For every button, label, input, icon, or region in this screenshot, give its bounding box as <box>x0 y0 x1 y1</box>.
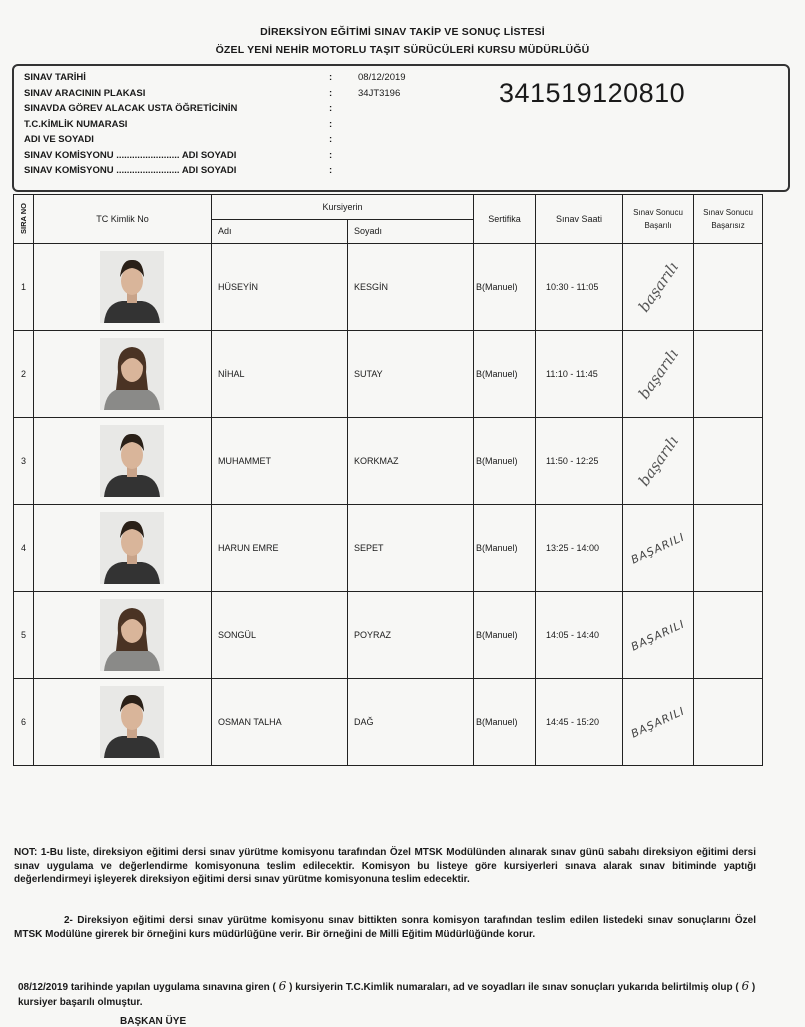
student-first-name: HÜSEYİN <box>212 244 348 331</box>
info-colon: : <box>329 165 333 176</box>
student-photo <box>100 338 164 410</box>
table-row <box>14 331 763 418</box>
result-passed-cell <box>623 331 694 418</box>
table-row <box>14 679 763 766</box>
result-passed-cell <box>623 505 694 592</box>
row-number: 2 <box>14 331 34 418</box>
info-colon: : <box>329 87 333 99</box>
student-first-name: NİHAL <box>212 331 348 418</box>
table-row <box>14 592 763 679</box>
result-failed-cell <box>694 331 763 418</box>
row-number: 6 <box>14 679 34 766</box>
handwritten-result: başarılı <box>634 432 682 490</box>
header-sira-no: SIRA NO <box>14 195 34 244</box>
row-number: 1 <box>14 244 34 331</box>
note-paragraph-1: NOT: 1-Bu liste, direksiyon eğitimi dersi sınav yürütme komisyonu tarafından Özel MTSK Modülünden alınarak sınav günü sabahı direksiyon eğitimi dersi sınav uygulama ve değerlendirme komisyonuna teslim edilecektir. Komisyon bu listeye göre kursiyerleri sınava alarak sınav bitiminde yaptığı değerlendirmeyi işleyerek direksiyon eğitimi dersi sınav yürütme komisyonuna teslim edecektir. <box>14 847 756 885</box>
handwritten-result: BAŞARILI <box>629 616 687 654</box>
handwritten-result: BAŞARILI <box>629 529 687 567</box>
footer-text-3: ) kursiyer başarılı olmuştur. <box>18 982 756 1008</box>
student-last-name: DAĞ <box>348 679 474 766</box>
exam-time: 11:50 - 12:25 <box>536 418 623 505</box>
info-colon: : <box>329 103 333 114</box>
certificate-class: B(Manuel) <box>474 418 536 505</box>
signature-titles: BAŞKAN ÜYE <box>120 1016 187 1027</box>
photo-cell <box>34 592 212 679</box>
info-label: ADI VE SOYADI <box>24 134 94 145</box>
student-first-name: OSMAN TALHA <box>212 679 348 766</box>
result-passed-cell <box>623 244 694 331</box>
result-failed-cell <box>694 418 763 505</box>
table-row <box>14 244 763 331</box>
student-last-name: SEPET <box>348 505 474 592</box>
result-passed-cell <box>623 592 694 679</box>
exam-time: 11:10 - 11:45 <box>536 331 623 418</box>
result-failed-cell <box>694 505 763 592</box>
info-label: SINAV TARİHİ <box>24 72 86 83</box>
certificate-class: B(Manuel) <box>474 244 536 331</box>
info-value: 34JT3196 <box>358 87 401 99</box>
row-number: 4 <box>14 505 34 592</box>
student-first-name: SONGÜL <box>212 592 348 679</box>
exam-time: 14:05 - 14:40 <box>536 592 623 679</box>
header-sertifika: Sertifika <box>474 195 536 244</box>
header-soyadi: Soyadı <box>348 219 474 244</box>
student-photo <box>100 686 164 758</box>
exam-time: 14:45 - 15:20 <box>536 679 623 766</box>
table-row <box>14 418 763 505</box>
handwritten-result: başarılı <box>634 258 682 316</box>
exam-results-table <box>13 194 763 766</box>
exam-time: 10:30 - 11:05 <box>536 244 623 331</box>
certificate-class: B(Manuel) <box>474 505 536 592</box>
student-photo <box>100 512 164 584</box>
info-colon: : <box>329 149 333 161</box>
header-sinav-saati: Sınav Saati <box>536 195 623 244</box>
header-adi: Adı <box>212 219 348 244</box>
info-colon: : <box>329 118 333 130</box>
student-first-name: HARUN EMRE <box>212 505 348 592</box>
info-label: SINAV KOMİSYONU ........................ ADI SOYADI <box>24 165 237 176</box>
header-tc-kimlik: TC Kimlik No <box>34 195 212 244</box>
student-photo <box>100 251 164 323</box>
table-row <box>14 505 763 592</box>
exam-id-number: 341519120810 <box>499 78 686 108</box>
student-last-name: SUTAY <box>348 331 474 418</box>
result-passed-cell <box>623 679 694 766</box>
result-failed-cell <box>694 244 763 331</box>
info-label: SINAV KOMİSYONU ........................ ADI SOYADI <box>24 149 237 161</box>
footer-statement <box>18 979 758 1010</box>
footer-text-1: 08/12/2019 tarihinde yapılan uygulama sınavına giren ( <box>18 982 276 993</box>
student-last-name: KESGİN <box>348 244 474 331</box>
result-failed-cell <box>694 592 763 679</box>
info-label: SINAV ARACININ PLAKASI <box>24 87 146 99</box>
result-passed-cell <box>623 418 694 505</box>
info-label: T.C.KİMLİK NUMARASI <box>24 118 128 130</box>
handwritten-result: BAŞARILI <box>629 703 687 741</box>
row-number: 5 <box>14 592 34 679</box>
photo-cell <box>34 244 212 331</box>
student-last-name: POYRAZ <box>348 592 474 679</box>
info-colon: : <box>329 134 333 145</box>
institution-title: ÖZEL YENİ NEHİR MOTORLU TAŞIT SÜRÜCÜLERİ KURSU MÜDÜRLÜĞÜ <box>215 44 590 56</box>
footer-text-2: ) kursiyerin T.C.Kimlik numaraları, ad ve soyadları ile sınav sonuçları yukarıda belirtilmiş olup ( <box>289 982 739 993</box>
header-basarisiz: Sınav Sonucu Başarısız <box>694 195 763 244</box>
note-paragraph-2: 2- Direksiyon eğitimi dersi sınav yürütme komisyonu sınav bittikten sonra komisyon tarafından teslim edilen listedeki sınav sonuçlarını Özel MTSK Modülüne girerek bir örneğini kurs müdürlüğüne verir. Bir örneğini de Milli Eğitim Müdürlüğünde korur. <box>14 915 756 940</box>
photo-cell <box>34 418 212 505</box>
passed-count: 6 <box>741 979 750 993</box>
header-kursiyerin: Kursiyerin <box>212 195 474 220</box>
info-value: 08/12/2019 <box>358 72 406 83</box>
certificate-class: B(Manuel) <box>474 592 536 679</box>
participant-count: 6 <box>278 979 287 993</box>
photo-cell <box>34 331 212 418</box>
result-failed-cell <box>694 679 763 766</box>
info-label: SINAVDA GÖREV ALACAK USTA ÖĞRETİCİNİN <box>24 103 238 114</box>
photo-cell <box>34 679 212 766</box>
header-basarili: Sınav Sonucu Başarılı <box>623 195 694 244</box>
row-number: 3 <box>14 418 34 505</box>
exam-time: 13:25 - 14:00 <box>536 505 623 592</box>
info-colon: : <box>329 72 333 83</box>
photo-cell <box>34 505 212 592</box>
student-photo <box>100 599 164 671</box>
student-last-name: KORKMAZ <box>348 418 474 505</box>
certificate-class: B(Manuel) <box>474 331 536 418</box>
handwritten-result: başarılı <box>634 345 682 403</box>
student-photo <box>100 425 164 497</box>
exam-info-box <box>12 64 790 192</box>
certificate-class: B(Manuel) <box>474 679 536 766</box>
student-first-name: MUHAMMET <box>212 418 348 505</box>
document-title: DİREKSİYON EĞİTİMİ SINAV TAKİP VE SONUÇ LİSTESİ <box>260 26 545 38</box>
